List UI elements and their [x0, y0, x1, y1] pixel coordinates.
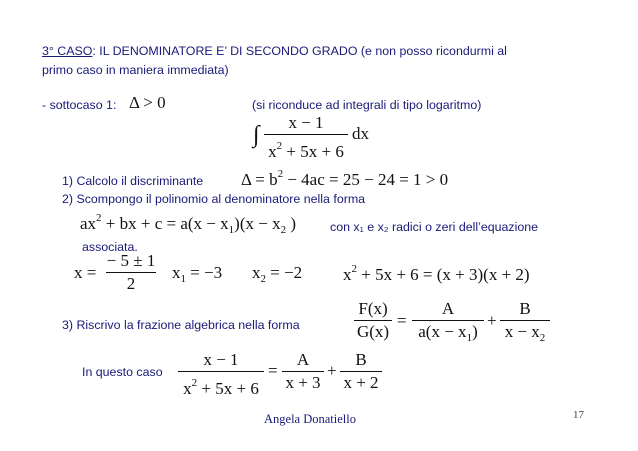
roots-fraction	[106, 251, 156, 294]
final-label: In questo caso	[82, 365, 163, 379]
fraction-bar	[340, 371, 382, 372]
fraction-bar	[282, 371, 324, 372]
subcase-note: (si riconduce ad integrali di tipo logaritmo)	[252, 98, 482, 112]
final-eq: =	[268, 361, 278, 380]
step2-formula: $ax^2$ + bx + $c = a(x - x_1)(x - x_2$ )	[80, 212, 296, 236]
fraction-bar	[178, 371, 264, 372]
fraction-bar	[264, 134, 348, 135]
final-b-fraction: B x + 2	[340, 350, 382, 393]
step3-plus: +	[487, 311, 497, 330]
step2-note: con x₁ e x₂ radici o zeri dell’equazione	[330, 220, 539, 234]
factorization: $x^2 + 5x + 6 = (x + 3)(x + 2)$	[343, 263, 530, 284]
subcase-label: - sottocaso 1:	[42, 98, 117, 112]
page-number: 17	[573, 409, 584, 421]
roots-fraction-num: − 5 ± 1	[106, 251, 156, 270]
integral-differential: dx	[352, 124, 369, 143]
fraction-bar	[354, 320, 392, 321]
final-lhs-fraction: x − 1 $x^2 + 5x + 6$	[178, 350, 264, 399]
integral-sign: ∫	[253, 122, 260, 148]
integral-fraction	[264, 113, 348, 162]
step3-f-fraction: F(x) G(x)	[354, 299, 392, 342]
step1-formula: $\Delta = b^2 - 4ac = 25 - 24 = 1 > 0$	[241, 168, 449, 189]
step3-label: 3) Riscrivo la frazione algebrica nella forma	[62, 318, 300, 332]
fraction-bar	[500, 320, 550, 321]
root-x2: $x_2 = -2$	[252, 263, 303, 285]
heading-line1-text: : IL DENOMINATORE E’ DI SECONDO GRADO (e non posso ricondurmi al	[92, 44, 507, 58]
roots-fraction-den: 2	[126, 274, 136, 293]
footer-author: Angela Donatiello	[264, 412, 356, 426]
heading-line1	[42, 42, 507, 60]
step2-note2: associata.	[82, 240, 138, 254]
roots-x-eq: x =	[74, 263, 97, 282]
integral-denominator: $x^2 + 5x + 6$	[268, 140, 344, 161]
final-plus: +	[327, 361, 337, 380]
final-a-fraction: A x + 3	[282, 350, 324, 393]
integral-numerator: x − 1	[288, 113, 324, 132]
heading-line2: primo caso in maniera immediata)	[42, 63, 229, 77]
case-label: 3° CASO	[42, 44, 93, 58]
fraction-bar	[106, 272, 156, 273]
subcase-condition: Δ > 0	[129, 93, 166, 112]
step3-b-fraction: B $x - x_2$	[500, 299, 550, 348]
step3-eq: =	[397, 311, 407, 330]
root-x1: $x_1 = -3$	[172, 263, 223, 285]
step1-label: 1) Calcolo il discriminante	[62, 174, 204, 188]
step3-a-fraction: A $a(x - x_1)$	[412, 299, 484, 348]
step2-label: 2) Scompongo il polinomio al denominatore nella forma	[62, 192, 366, 206]
fraction-bar	[412, 320, 484, 321]
